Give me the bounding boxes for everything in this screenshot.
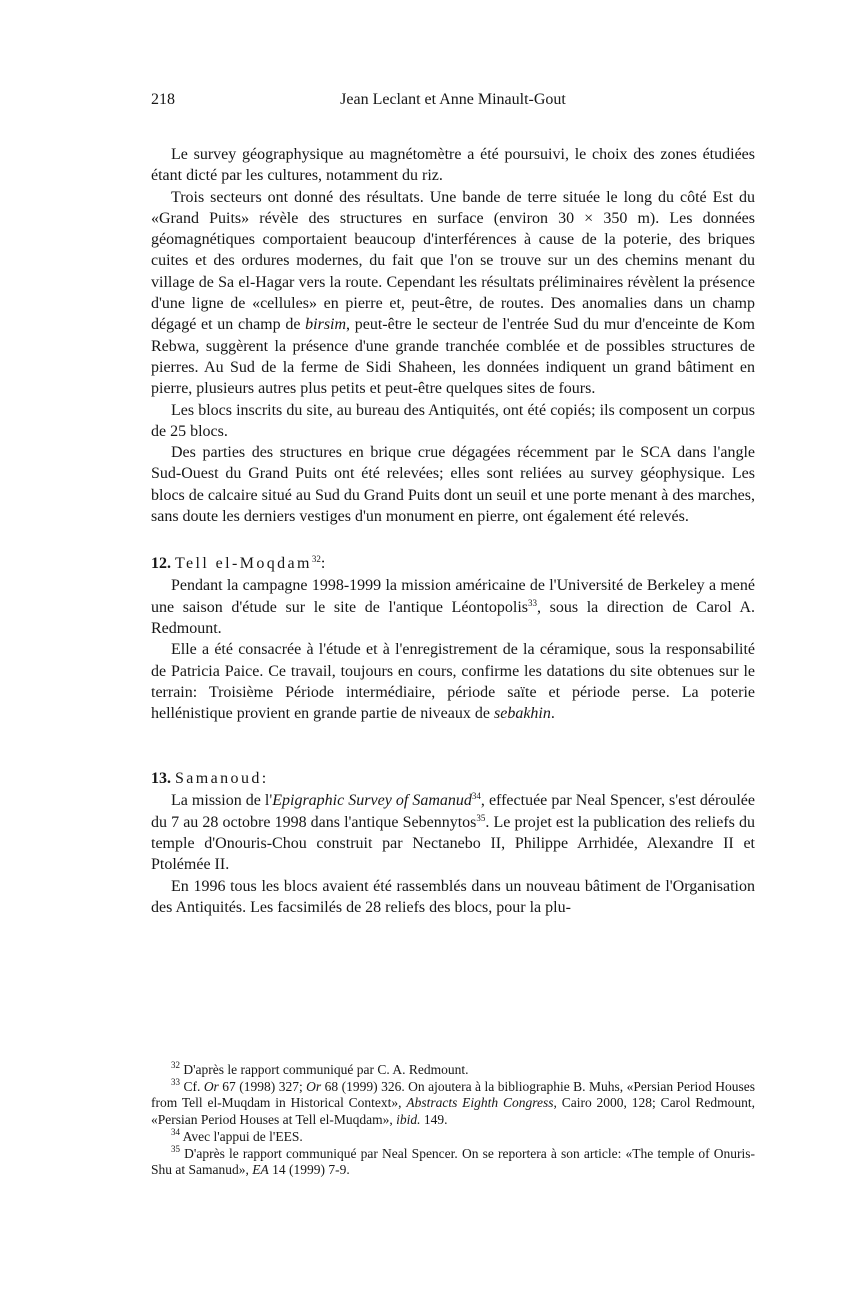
section-heading-13: 13. Samanoud: xyxy=(151,770,267,788)
paragraph: Le survey géographysique au magnétomètre a été poursuivi, le choix des zones étudiées étant dicté par les cultures, notamment du riz. xyxy=(151,146,755,185)
footnote-ref[interactable]: 33 xyxy=(528,597,537,608)
paragraph: Trois secteurs ont donné des résultats. Une bande de terre située le long du côté Est du «Grand Puits» révèle des structures en surface (environ 30 × 350 m). Les données géomagnétiques comportaient beaucoup d'interférences à cause de la poterie, des briques cuites et des ordures modernes, du fait que l'on se trouve sur un des chemins menant du village de Sa el-Hagar vers la route. Cependant les résultats préliminaires révèlent la présence d'une ligne de «cellules» en pierre et, peut-être, de routes. Des anomalies dans un champ dégagé et un champ de birsim, peut-être le secteur de l'entrée Sud du mur d'enceinte de Kom Rebwa, suggèrent la présence d'une grande tranchée comblée et de possibles structures de pierres. Au Sud de la ferme de Sidi Shaheen, les données indiquent un grand bâtiment en pierre, plusieurs autres plus petits et peut-être quelques sites de fours. xyxy=(151,188,755,398)
footnote-ref[interactable]: 32 xyxy=(311,554,321,565)
paragraph: Elle a été consacrée à l'étude et à l'enregistrement de la céramique, sous la responsabilité de Patricia Paice. Ce travail, toujours en cours, confirme les datations du site obtenues sur le terrain: Troisième Période intermédiaire, période saïte et période perse. La poterie hellénistique provient en grande partie de niveaux de sebakhin. xyxy=(151,641,755,723)
footnote-33: $^{33}$ Cf. Or 67 (1998) 327; Or 68 (1999) 326. On ajoutera à la bibliographie B. Muhs, «Persian Period Houses from Tell el-Muqdam in Historical Context», Abstracts Eighth Congress, Cairo 2000, 128; Carol Redmount, «Persian Period Houses at Tell el-Muqdam», ibid. 149. xyxy=(151,1076,756,1128)
footnote-ref[interactable]: 34 xyxy=(471,791,481,802)
page-header xyxy=(151,91,755,113)
footnote-32: $^{32}$ D'après le rapport communiqué par C. A. Redmount. xyxy=(171,1060,469,1077)
footnote-35: $^{35}$ D'après le rapport communiqué par Neal Spencer. On se reportera à son article: «The temple of Onuris-Shu at Samanud», EA 14 (1999) 7-9. xyxy=(151,1143,755,1178)
footnotes xyxy=(151,1062,755,1179)
running-head: Jean Leclant et Anne Minault-Gout xyxy=(340,91,566,108)
section-heading-12: 12. Tell el-Moqdam$^{32}$: xyxy=(151,554,326,573)
page-number: 218 xyxy=(151,91,175,108)
footnote-34: $^{34}$ Avec l'appui de l'EES. xyxy=(171,1126,303,1144)
paragraph: La mission de l'Epigraphic Survey of Samanud$^{34}$, effectuée par Neal Spencer, s'est déroulée du 7 au 28 octobre 1998 dans l'antique Sebennytos$^{35}$. Le projet est la publication des reliefs du temple d'Onouris-Chou construit par Nectanebo II, Philippe Arrhidée, Alexandre II et Ptolémée II. xyxy=(151,791,755,874)
paragraph: Les blocs inscrits du site, au bureau des Antiquités, ont été copiés; ils composent un corpus de 25 blocs. xyxy=(151,401,755,440)
footnote-ref[interactable]: 35 xyxy=(476,812,486,823)
paragraph: Des parties des structures en brique crue dégagées récemment par le SCA dans l'angle Sud-Ouest du Grand Puits ont été relevées; elles sont reliées au survey géophysique. Les blocs de calcaire situé au Sud du Grand Puits dont un seuil et une porte menant à des marches, sans doute les derniers vestiges d'un monument en pierre, ont également été relevés. xyxy=(151,444,755,526)
paragraph: En 1996 tous les blocs avaient été rassemblés dans un nouveau bâtiment de l'Organisation des Antiquités. Les facsimilés de 28 reliefs des blocs, pour la plu- xyxy=(151,877,755,916)
main-text xyxy=(151,144,755,918)
paragraph: Pendant la campagne 1998-1999 la mission américaine de l'Université de Berkeley a mené une saison d'étude sur le site de l'antique Léontopolis$^{33}$, sous la direction de Carol A. Redmount. xyxy=(151,577,755,637)
